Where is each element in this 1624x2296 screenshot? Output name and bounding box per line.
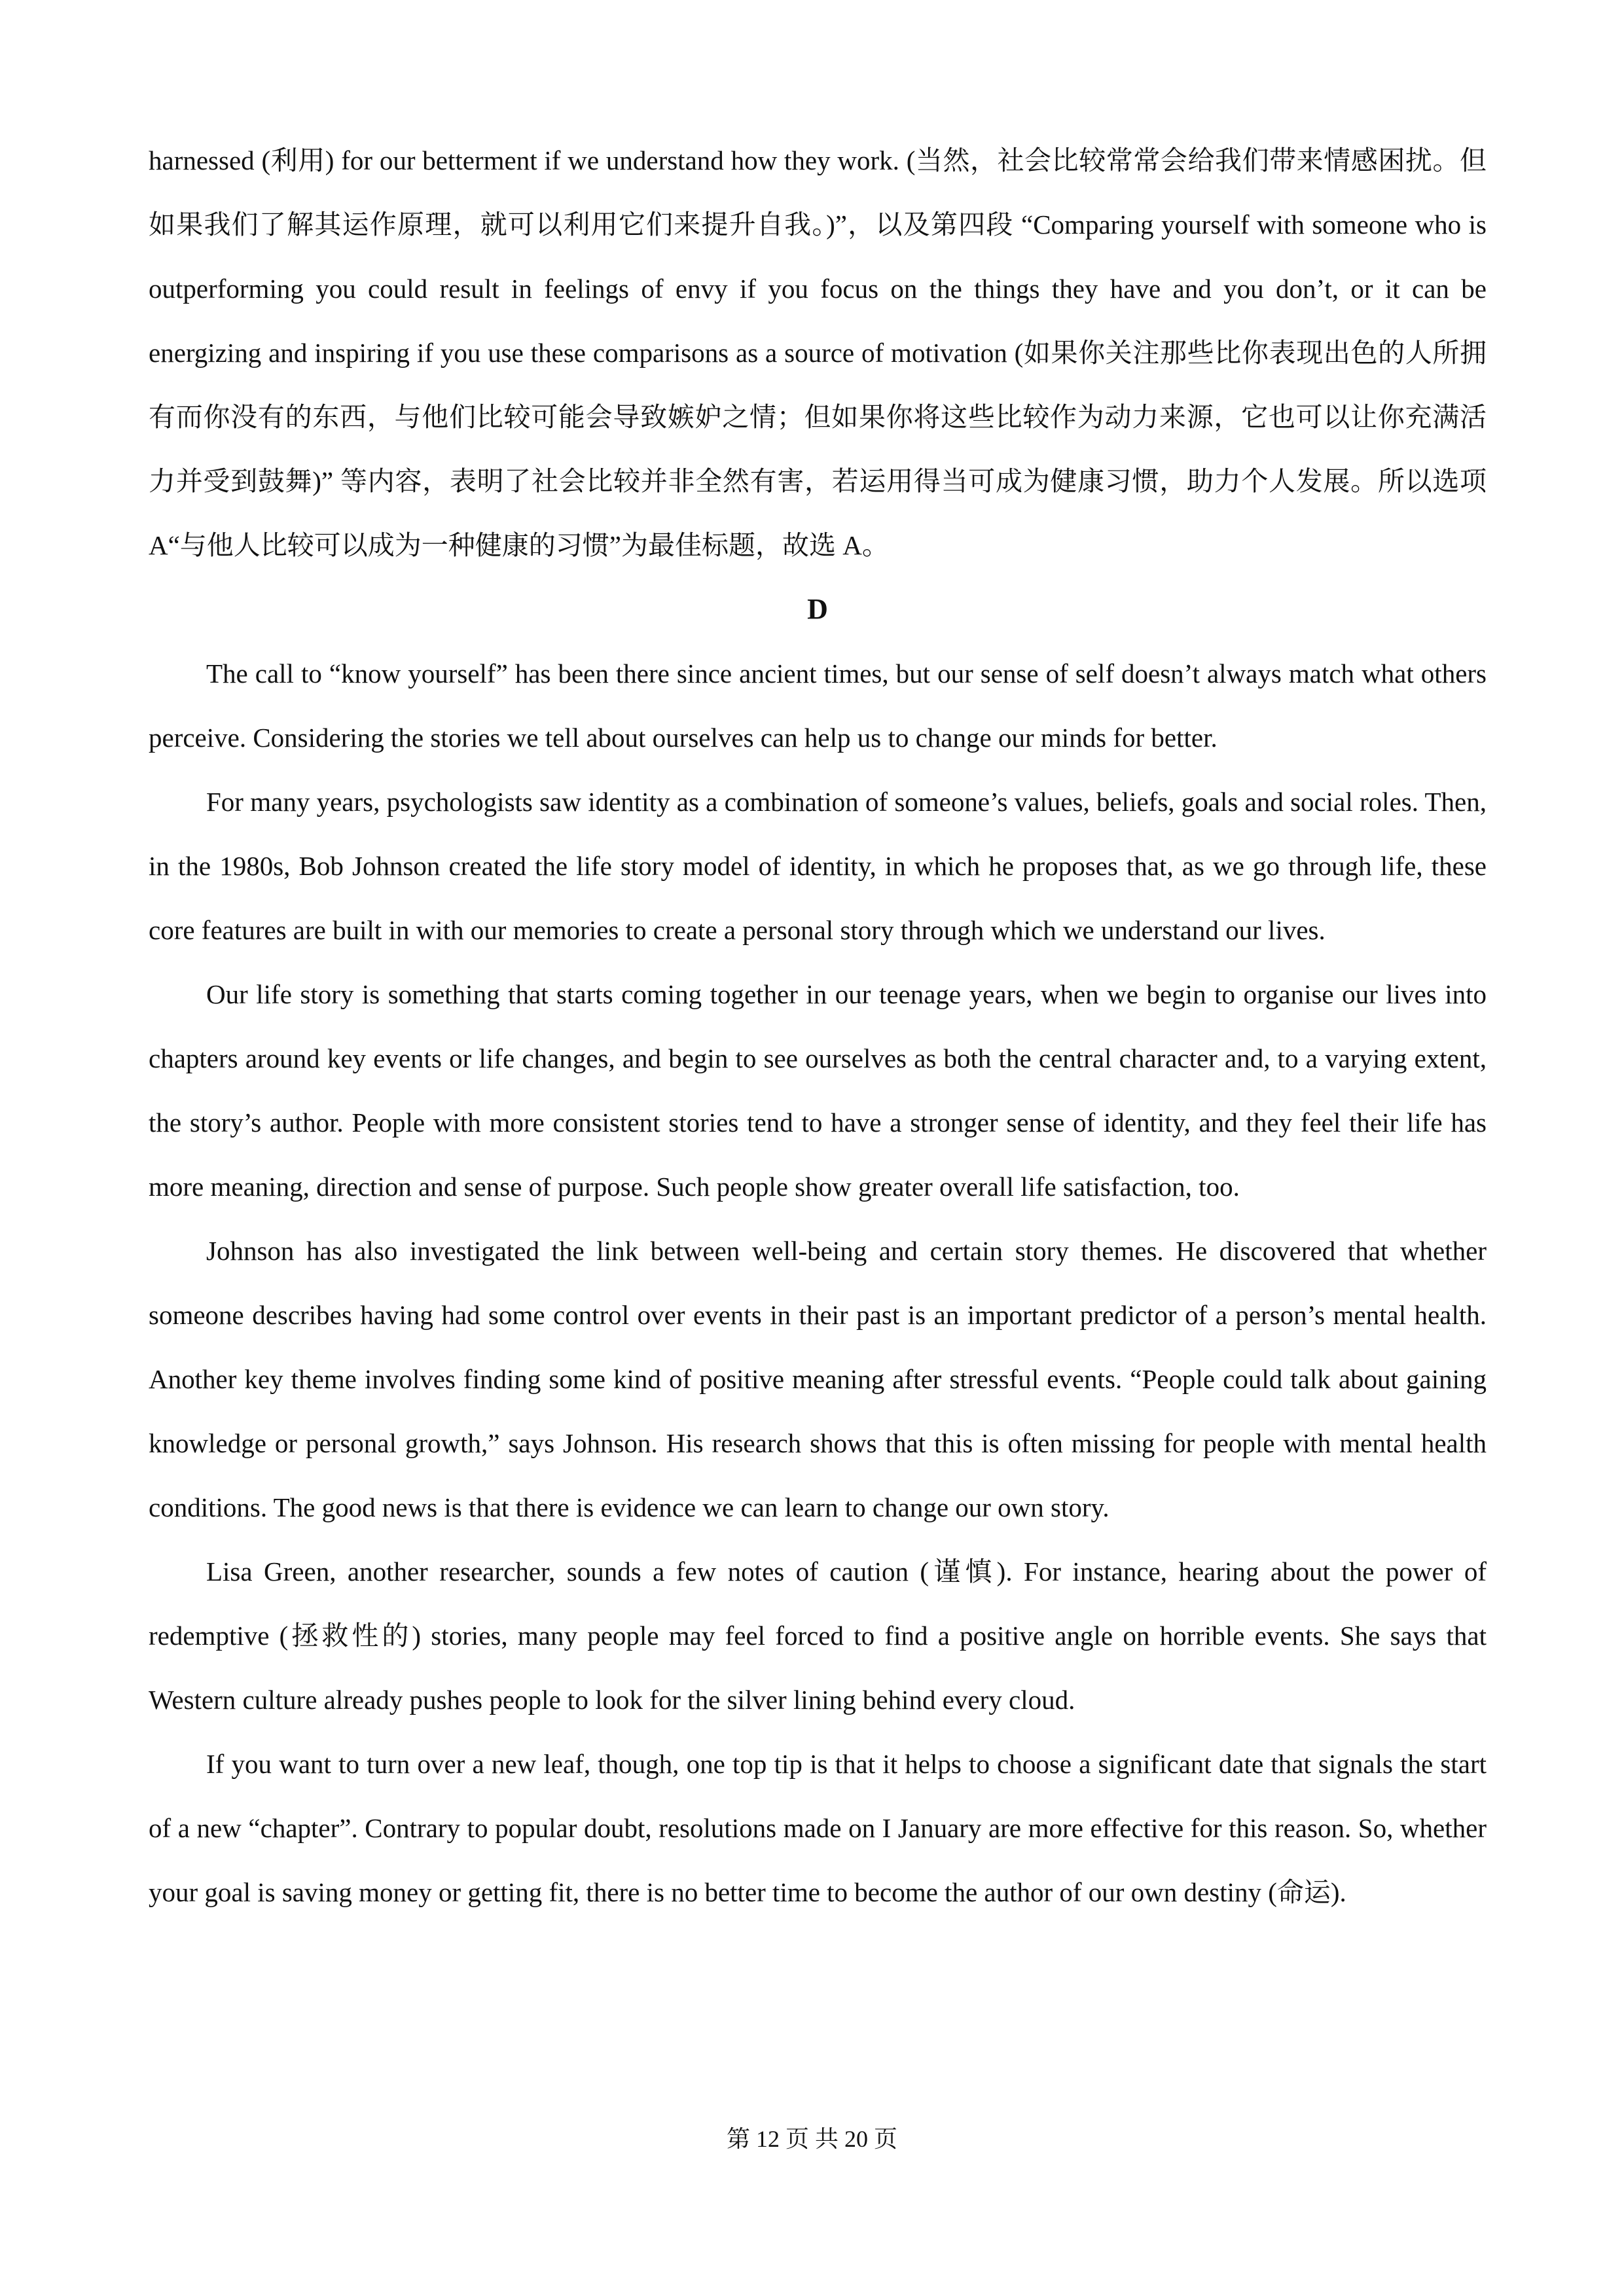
passage-paragraph-5: Lisa Green, another researcher, sounds a few notes of caution (谨慎). For instance, hearing about the power of redemptive (拯救性的) stories, many people may feel forced to find a positive angle on horrible events. She says that Western culture already pushes people to look for the silver lining behind every cloud. [149,1556,1487,1715]
passage-paragraph-4: Johnson has also investigated the link between well-being and certain story themes. He discovered that whether someone describes having had some control over events in their past is an important predictor of a person’s mental health. Another key theme involves finding some kind of positive meaning after stressful events. “People could talk about gaining knowledge or personal growth,” says Johnson. His research shows that this is often missing for people with mental health conditions. The good news is that there is evidence we can learn to change our own story. [149,1236,1487,1522]
previous-explanation: harnessed (利用) for our betterment if we understand how they work. (当然，社会比较常常会给我们带来情感困扰。但如果我们了解其运作原理，就可以利用它们来提升自我。)”，以及第四段 “Comparing yourself with someone who is outperforming you could result in feelings of envy if you focus on the things they have and you don’t, or it can be energizing and inspiring if you use these comparisons as a source of motivation (如果你关注那些比你表现出色的人所拥有而你没有的东西，与他们比较可能会导致嫉妒之情；但如果你将这些比较作为动力来源，它也可以让你充满活力并受到鼓舞)” 等内容，表明了社会比较并非全然有害，若运用得当可成为健康习惯，助力个人发展。所以选项 A“与他人比较可以成为一种健康的习惯”为最佳标题，故选 A。 [149,145,1487,560]
passage-paragraph-6: If you want to turn over a new leaf, though, one top tip is that it helps to choose a significant date that signals the start of a new “chapter”. Contrary to popular doubt, resolutions made on I January are more effective for this reason. So, whether your goal is saving money or getting fit, there is no better time to become the author of our own destiny (命运). [149,1749,1487,1907]
section-heading: D [807,593,828,625]
page-content [149,128,1487,1924]
passage-paragraph-3: Our life story is something that starts coming together in our teenage years, when we begin to organise our lives into chapters around key events or life changes, and begin to see ourselves as both the central character and, to a varying extent, the story’s author. People with more consistent stories tend to have a stronger sense of identity, and they feel their life has more meaning, direction and sense of purpose. Such people show greater overall life satisfaction, too. [149,979,1487,1202]
page-footer: 第 12 页 共 20 页 [726,2126,897,2152]
passage-paragraph-1: The call to “know yourself” has been there since ancient times, but our sense of self doesn’t always match what others perceive. Considering the stories we tell about ourselves can help us to change our minds for better. [149,658,1487,753]
passage-paragraph-2: For many years, psychologists saw identity as a combination of someone’s values, beliefs, goals and social roles. Then, in the 1980s, Bob Johnson created the life story model of identity, in which he proposes that, as we go through life, these core features are built in with our memories to create a personal story through which we understand our lives. [149,787,1487,945]
